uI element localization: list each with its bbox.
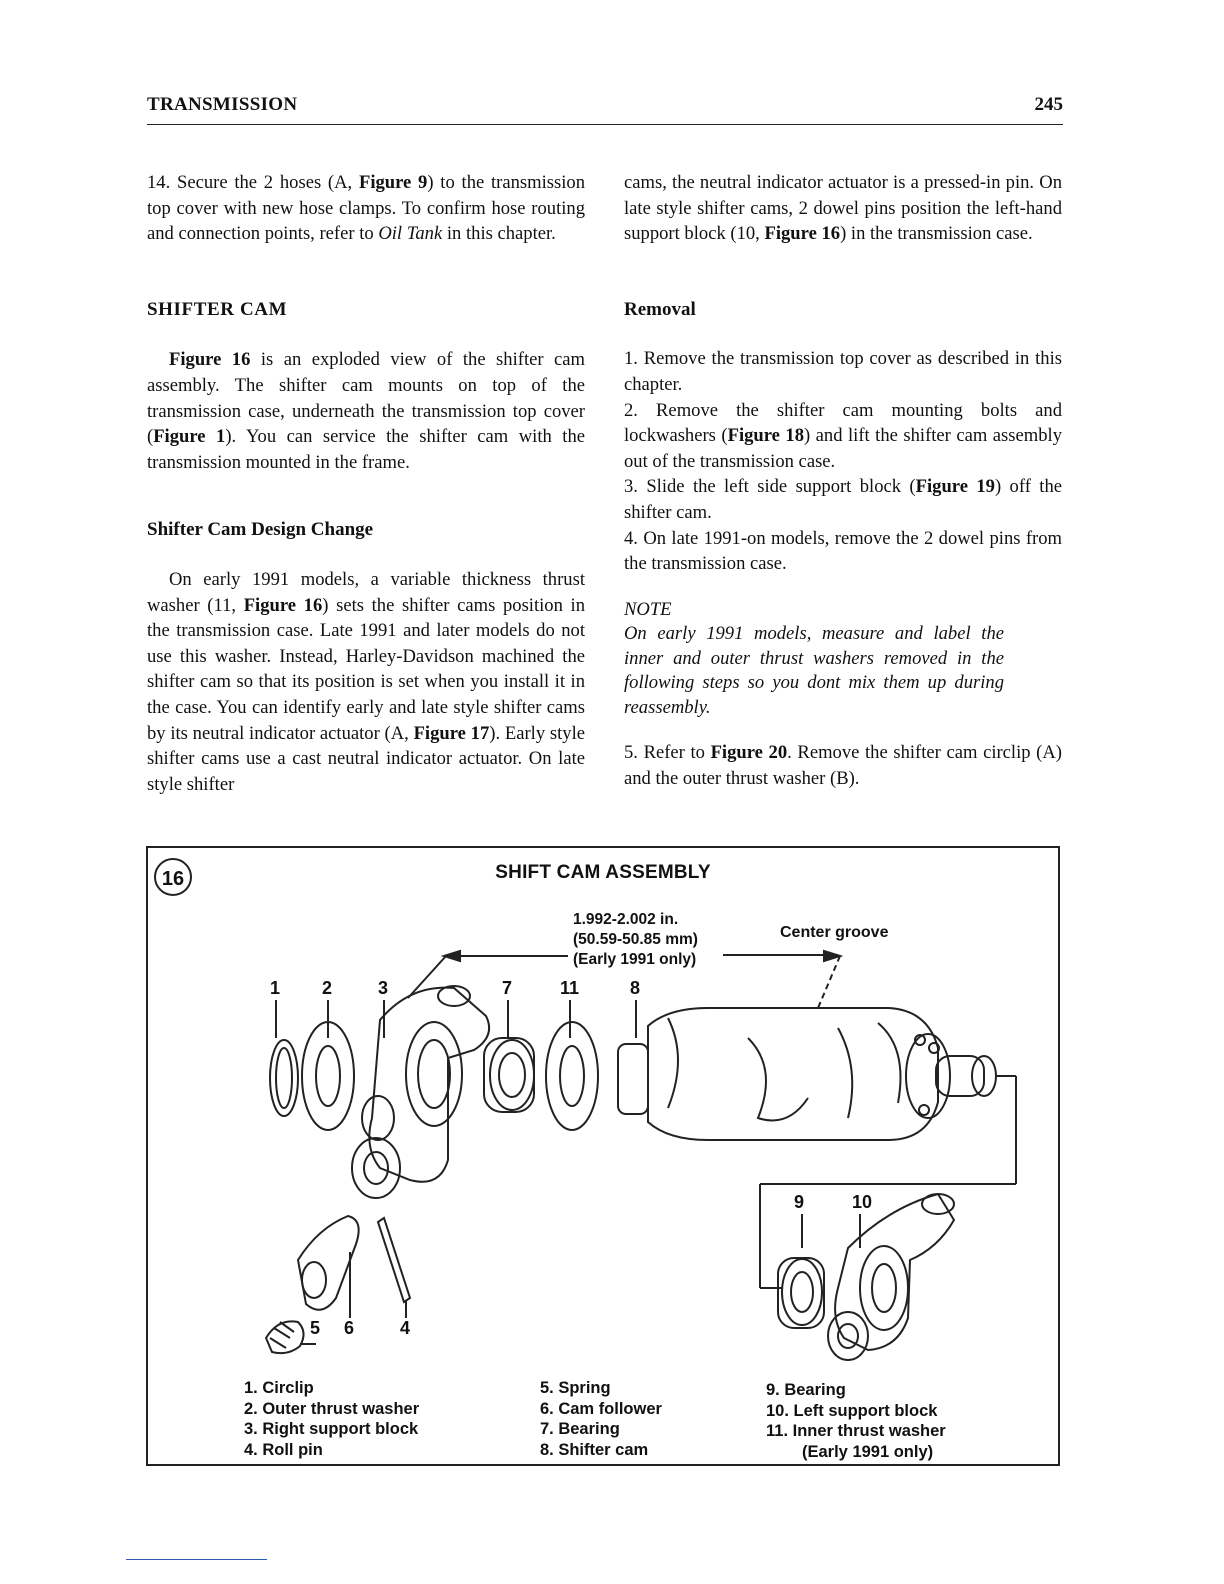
legend-item: 4. Roll pin xyxy=(244,1440,323,1459)
legend-item: 8. Shifter cam xyxy=(540,1440,649,1459)
callout-8: 8 xyxy=(630,978,641,998)
legend-item: 2. Outer thrust washer xyxy=(244,1399,420,1418)
figure-number-badge: 16 xyxy=(154,858,192,896)
legend-col-2 xyxy=(540,1378,662,1460)
callout-3: 3 xyxy=(378,978,389,998)
roll-pin-4 xyxy=(378,1218,410,1302)
legend-item: 3. Right support block xyxy=(244,1420,419,1439)
note-title: NOTE xyxy=(624,598,672,620)
step-3: 3. Slide the left side support block (Figure 19) off the shifter cam. xyxy=(624,476,1063,523)
running-title: TRANSMISSION xyxy=(147,94,298,115)
callout-7: 7 xyxy=(502,978,513,998)
callout-5: 5 xyxy=(310,1318,321,1338)
legend-item: 6. Cam follower xyxy=(540,1399,662,1418)
dimension-arrow xyxy=(444,951,460,961)
inner-thrust-washer-11 xyxy=(546,1022,598,1130)
callout-10: 10 xyxy=(852,1192,873,1212)
legend-col-3 xyxy=(766,1380,946,1462)
dimension-label: 1.992-2.002 in. (50.59-50.85 mm) (Early 1991 only) xyxy=(573,911,698,968)
step-5: 5. Refer to Figure 20. Remove the shifter cam circlip (A) and the outer thrust washer (B). xyxy=(624,742,1062,789)
note-body: On early 1991 models, measure and label the inner and outer thrust washers removed in the following steps so you dont mix them up during reassembly. xyxy=(624,623,1004,718)
legend-item: 1. Circlip xyxy=(244,1379,314,1397)
left-column xyxy=(147,170,585,797)
callout-2: 2 xyxy=(322,978,333,998)
circlip-1 xyxy=(270,1040,298,1116)
step-4: 4. On late 1991-on models, remove the 2 dowel pins from the transmission case. xyxy=(624,527,1062,575)
legend-col-1 xyxy=(244,1378,419,1460)
step-2: 2. Remove the shifter cam mounting bolts and lockwashers (Figure 18) and lift the shifter cam assembly out of the transmission case. xyxy=(624,399,1062,472)
removal-heading: Removal xyxy=(624,298,696,320)
callout-11: 11 xyxy=(560,978,580,998)
legend-item: (Early 1991 only) xyxy=(802,1442,934,1461)
legend-item: 5. Spring xyxy=(540,1379,611,1397)
callout-1: 1 xyxy=(270,978,281,998)
center-groove-label: Center groove xyxy=(780,924,889,941)
outer-thrust-washer-2 xyxy=(302,1022,354,1130)
removal-steps xyxy=(624,346,1062,576)
right-support-block-3 xyxy=(369,988,489,1182)
legend-item: 9. Bearing xyxy=(766,1381,846,1399)
step-1: 1. Remove the transmission top cover as described in this chapter. xyxy=(624,348,1062,395)
callout-9: 9 xyxy=(794,1192,805,1212)
paragraph-step-14: 14. Secure the 2 hoses (A, Figure 9) to the transmission top cover with new hose clamps. To confirm hose routing and connection points, refer to Oil Tank in this chapter. xyxy=(147,172,585,245)
continued-paragraph: cams, the neutral indicator actuator is a pressed-in pin. On late style shifter cams, 2 dowel pins position the left-hand support block (10, Figure 16) in the transmission case. xyxy=(624,172,1062,245)
right-column xyxy=(624,170,1062,792)
figure-title: SHIFT CAM ASSEMBLY xyxy=(495,862,711,883)
subheading: Shifter Cam Design Change xyxy=(147,519,374,541)
design-change-paragraph: On early 1991 models, a variable thickness thrust washer (11, Figure 16) sets the shifter cams position in the transmission case. Late 1991 and later models do not use this washer. Instead, Harley-Davidson machined the shifter cam so that its position is set when you install it in the case. You can identify early and late style shifter cams by its neutral indicator actuator (A, Figure 17). Early style shifter cams use a cast neutral indicator actuator. On late style shifter xyxy=(147,568,586,795)
footer-rule xyxy=(126,1559,267,1560)
legend-item: 7. Bearing xyxy=(540,1420,620,1439)
figure-16 xyxy=(146,846,1060,1466)
running-head xyxy=(147,94,1063,125)
page-number: 245 xyxy=(1034,94,1063,115)
legend-item: 11. Inner thrust washer xyxy=(766,1422,946,1441)
section-title: SHIFTER CAM xyxy=(147,298,288,320)
callout-6: 6 xyxy=(344,1318,355,1338)
groove-leader xyxy=(818,956,840,1008)
legend-item: 10. Left support block xyxy=(766,1401,938,1420)
shifter-cam-8 xyxy=(618,1008,996,1140)
intro-paragraph: Figure 16 is an exploded view of the shifter cam assembly. The shifter cam mounts on top of the transmission case, underneath the transmission top cover (Figure 1). You can service the shifter cam with the transmission mounted in the frame. xyxy=(147,349,585,473)
callout-4: 4 xyxy=(400,1318,411,1338)
